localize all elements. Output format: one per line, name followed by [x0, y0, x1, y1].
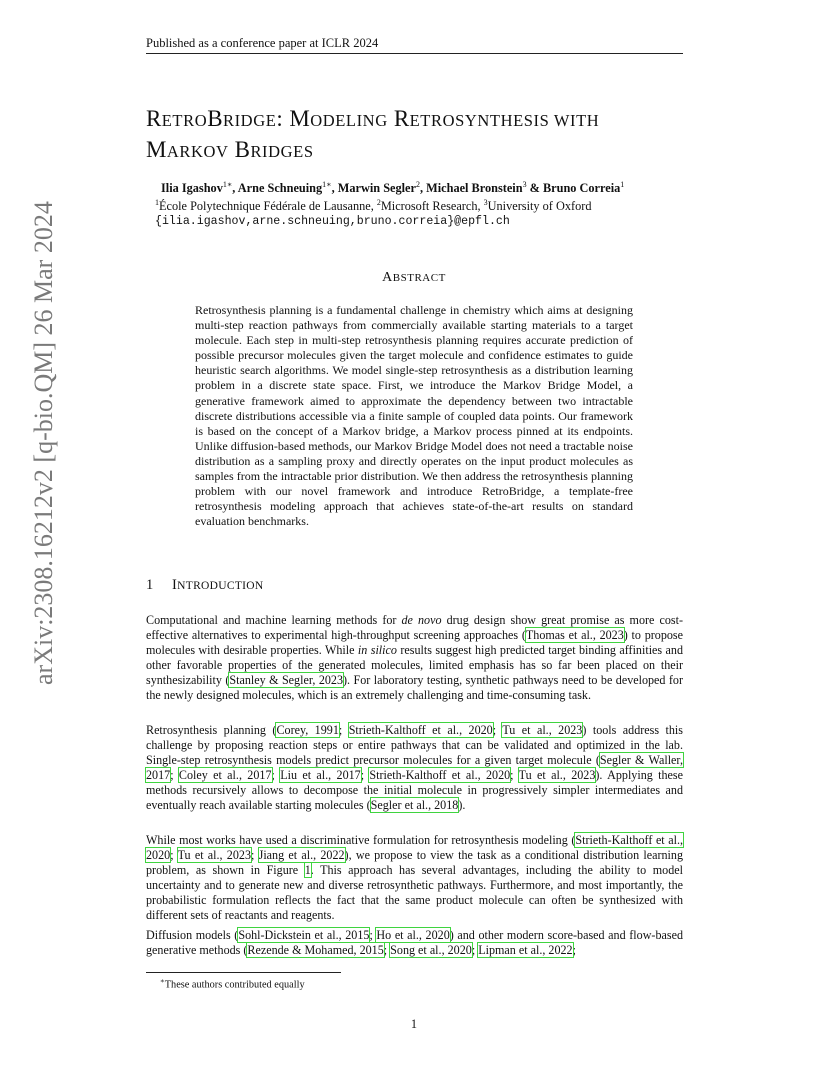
citation-link[interactable]: Coley et al., 2017 [178, 768, 272, 783]
separator: , [331, 181, 338, 196]
affil-text: University of Oxford [487, 199, 592, 214]
citation-link[interactable]: Corey, 1991 [276, 723, 339, 737]
title-part: ARKOV [166, 142, 229, 161]
footnote-text: These authors contributed equally [164, 979, 305, 991]
arxiv-stamp: arXiv:2308.16212v2 [q-bio.QM] 26 Mar 2024 [29, 201, 58, 685]
citation-link[interactable]: Jiang et al., 2022 [258, 848, 345, 863]
abstract-text: Retrosynthesis planning is a fundamental challenge in chemistry which aims at designing multi-step reaction pathways from commercially available starting materials to a target molecule. Each step in multi-step retrosynthesis planning requires accurate prediction of possible precursor molecules given the target molecule and confidence estimates to guide heuristic search algorithms. We model single-step retrosynthesis as a distribution learning problem in a discrete state space. First, we introduce the Markov Bridge Model, a generative framework aimed to approximate the dependency between two intractable discrete distributions accessible via a finite sample of coupled data points. Our framework is based on the concept of a Markov bridge, a Markov process pinned at its endpoints. Unlike diffusion-based methods, our Markov Bridge Model does not need a tractable noise distribution as a sampling proxy and directly operates on the input product molecules as samples from the intractable prior distribution. We then address the retrosynthesis planning problem with our novel framework and introduce RetroBridge, a template-free retrosynthesis modeling approach that achieves state-of-the-art results on standard evaluation benchmarks. [195, 303, 633, 529]
header-rule [146, 53, 683, 54]
citation-link[interactable]: Segler & Waller, 2017 [146, 753, 683, 783]
title-part: M [146, 137, 167, 162]
author-emails: {ilia.igashov,arne.schneuing,bruno.correia}@epfl.ch [155, 215, 510, 228]
title-part: ETRO [161, 111, 208, 130]
title-part: RIDGE [222, 111, 277, 130]
affil-text: École Polytechnique Fédérale de Lausanne, [159, 199, 377, 214]
paper-title [146, 104, 706, 166]
citation-link[interactable]: Stanley & Segler, 2023 [229, 673, 344, 688]
citation-link[interactable]: Sohl-Dickstein et al., 2015 [238, 928, 370, 942]
citation-link[interactable]: Tu et al., 2023 [518, 768, 596, 783]
paragraph: Computational and machine learning methods for de novo drug design show great promise as more cost-effective alternatives to experimental high-throughput screening approaches (Thomas et al., 2023) to propose molecules with desirable properties. While in silico results suggest high predicted target binding affinities and other favorable properties of the generated molecules, limited emphasis has so far been placed on their synthesizability (Stanley & Segler, 2023). For laboratory testing, synthetic pathways need to be developed for the newly designed molecules, which is an extremely challenging and time-consuming task. [146, 613, 684, 703]
citation-link[interactable]: Thomas et al., 2023 [525, 628, 624, 643]
author-mark: 3 [522, 180, 527, 189]
affil-mark: 3 [483, 198, 488, 207]
affil-mark: 2 [376, 198, 381, 207]
footnote [160, 977, 305, 990]
citation-link[interactable]: Strieth-Kalthoff et al., 2020 [369, 768, 511, 783]
title-part: B [228, 137, 251, 162]
separator: , [232, 181, 238, 196]
heading-part: NTRODUCTION [177, 580, 264, 592]
title-part: R [387, 106, 410, 131]
author-mark: 1 [620, 180, 625, 189]
author-mark: 1∗ [322, 180, 332, 189]
author-name: Ilia Igashov [161, 181, 223, 196]
separator: , [419, 181, 427, 196]
citation-link[interactable]: Strieth-Kalthoff et al., 2020 [146, 833, 683, 863]
italic-term: de novo [401, 613, 442, 627]
citation-link[interactable]: Strieth-Kalthoff et al., 2020 [348, 723, 493, 737]
page-number: 1 [410, 1017, 418, 1031]
affil-mark: 1 [155, 198, 159, 207]
affiliations [155, 198, 591, 214]
affil-text: Microsoft Research, [380, 199, 484, 214]
title-part: ETROSYNTHESIS WITH [409, 111, 600, 130]
running-header: Published as a conference paper at ICLR 2024 [146, 36, 379, 50]
heading-part: BSTRACT [392, 272, 446, 284]
citation-link[interactable]: Segler et al., 2018 [370, 798, 459, 813]
citation-link[interactable]: Tu et al., 2023 [502, 723, 583, 737]
citation-link[interactable]: Song et al., 2020 [390, 943, 472, 958]
citation-link[interactable]: Lipman et al., 2022 [478, 943, 573, 958]
citation-link[interactable]: Tu et al., 2023 [177, 848, 251, 863]
section-heading [146, 577, 264, 594]
author-mark: 1∗ [222, 180, 233, 189]
author-name: Bruno Correia [542, 181, 621, 196]
paragraph: Diffusion models (Sohl-Dickstein et al., 2015; Ho et al., 2020) and other modern score-based and flow-based generative methods (Rezende & Mohamed, 2015; Song et al., 2020; Lipman et al., 2022; [146, 928, 683, 958]
title-part: R [146, 106, 162, 131]
section-number: 1 [146, 577, 154, 593]
title-part: RIDGES [250, 142, 314, 161]
separator: & [526, 181, 543, 196]
heading-part: A [382, 270, 393, 285]
footnote-rule [146, 972, 341, 973]
figure-link[interactable]: 1 [304, 863, 311, 878]
abstract-heading [0, 270, 828, 286]
citation-link[interactable]: Ho et al., 2020 [376, 928, 450, 942]
paragraph: While most works have used a discriminative formulation for retrosynthesis modeling (Strieth-Kalthoff et al., 2020; Tu et al., 2023; Jiang et al., 2022), we propose to view the task as a conditional distribution learning problem, as shown in Figure 1. This approach has several advantages, including the ability to model uncertainty and to generate new and diverse retrosynthetic pathways. Furthermore, and most importantly, the probabilistic formulation reflects the fact that the same product molecule can often be synthesized with different sets of reactants and reagents. [146, 833, 684, 923]
title-part: : M [276, 106, 311, 131]
title-part: B [207, 106, 223, 131]
italic-term: in silico [357, 643, 397, 658]
title-part: ODELING [310, 111, 388, 130]
citation-link[interactable]: Rezende & Mohamed, 2015 [247, 943, 384, 958]
author-name: Michael Bronstein [426, 181, 523, 196]
author-name: Marwin Segler [337, 181, 416, 196]
author-mark: 2 [415, 180, 420, 189]
paragraph: Retrosynthesis planning (Corey, 1991; Strieth-Kalthoff et al., 2020; Tu et al., 2023) tools address this challenge by proposing reaction steps or entire pathways that can be validated and optimized in the lab. Single-step retrosynthesis models predict precursor molecules for a given target molecule (Segler & Waller, 2017; Coley et al., 2017; Liu et al., 2017; Strieth-Kalthoff et al., 2020; Tu et al., 2023). Applying these methods recursively allows to decompose the initial molecule in progressively simpler intermediates and eventually reach available starting molecules (Segler et al., 2018). [146, 723, 683, 813]
footnote-mark: ∗ [160, 977, 165, 985]
citation-link[interactable]: Liu et al., 2017 [280, 768, 361, 783]
heading-part: I [172, 577, 178, 593]
author-name: Arne Schneuing [237, 181, 323, 196]
author-list [161, 180, 624, 196]
